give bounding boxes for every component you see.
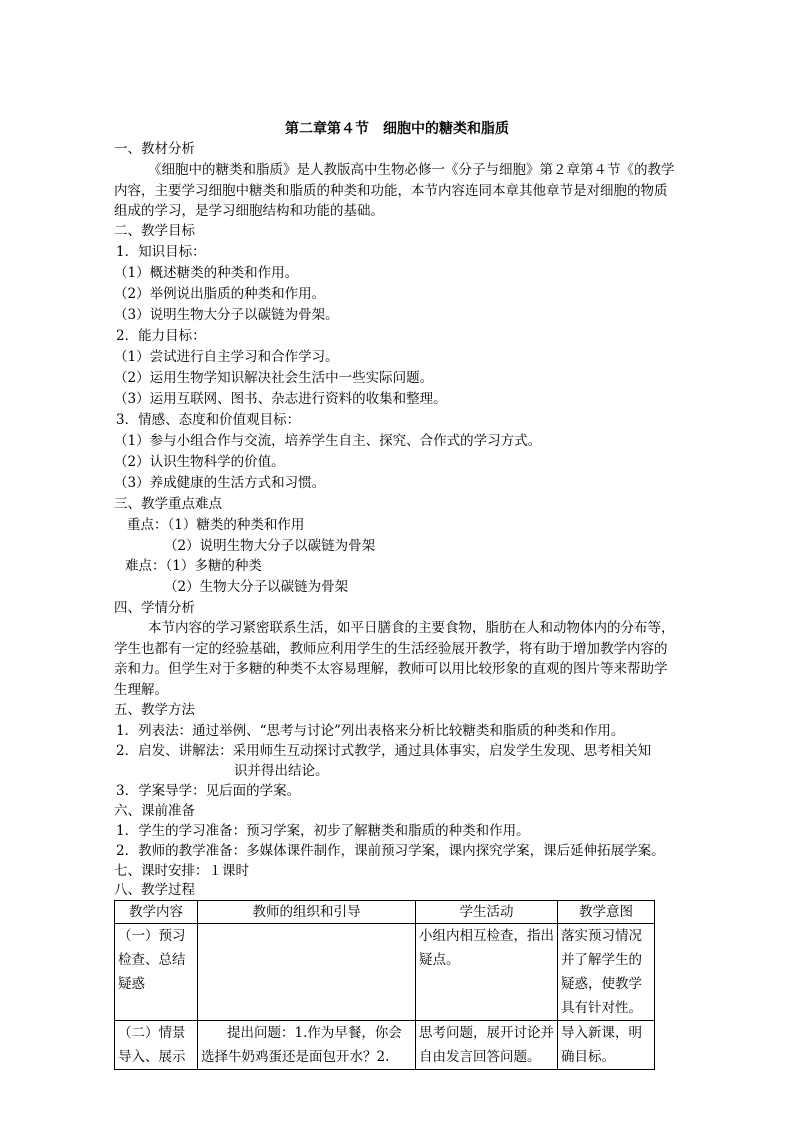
knowledge-goal-2: （2）举例说出脂质的种类和作用。	[114, 286, 326, 302]
knowledge-goals-heading: 1．知识目标：	[116, 244, 206, 260]
row1-student-activity: 小组内相互检查，指出疑点。	[416, 924, 558, 1021]
method-2-continued: 识并得出结论。	[234, 763, 329, 779]
emotion-goals-heading: 3．情感、态度和价值观目标：	[116, 412, 301, 428]
header-content: 教学内容	[115, 901, 198, 924]
section-heading-preparation: 六、课前准备	[114, 803, 195, 819]
header-teacher-guidance: 教师的组织和引导	[198, 901, 416, 924]
row2-student-activity: 思考问题，展开讨论并自由发言回答问题。	[416, 1021, 558, 1070]
difficulty-1: 难点：（1）多糖的种类	[125, 558, 262, 574]
learner-analysis-paragraph: 本节内容的学习紧密联系生活，如平日膳食的主要食物，脂肪在人和动物体内的分布等，学生也都有一定的经验基础，教师应利用学生的生活经验展开教学，将有助于增加教学内容的亲和力。但学生对于多糖的种类不太容易理解，教师可以用比较形象的直观的图片等来帮助学生理解。	[114, 620, 675, 698]
teaching-process-table	[114, 900, 655, 1070]
table-row	[115, 924, 655, 1021]
textbook-analysis-paragraph: 《细胞中的糖类和脂质》是人教版高中生物必修一《分子与细胞》第２章第４节《的教学内容，主要学习细胞中糖类和脂质的种类和功能，本节内容连同本章其他章节是对细胞的物质组成的学习，是学习细胞结构和功能的基础。	[114, 162, 675, 219]
table-header-row	[115, 901, 655, 924]
row2-teacher-guidance: 提出问题：1.作为早餐，你会选择牛奶鸡蛋还是面包开水？2.	[198, 1021, 416, 1070]
row1-teacher-guidance	[198, 924, 416, 1021]
emotion-goal-1: （1）参与小组合作与交流，培养学生自主、探究、合作式的学习方式。	[114, 433, 542, 449]
row1-teaching-intent: 落实预习情况并了解学生的疑惑，使教学具有针对性。	[558, 924, 655, 1021]
method-2: 2．启发、讲解法：采用师生互动探讨式教学，通过具体事实，启发学生发现、思考相关知	[116, 743, 652, 759]
key-point-2: （2）说明生物大分子以碳链为骨架	[164, 538, 376, 554]
class-hours: 七、课时安排：１课时	[114, 863, 249, 879]
difficulty-2: （2）生物大分子以碳链为骨架	[164, 579, 349, 595]
section-heading-teaching-goals: 二、教学目标	[114, 223, 195, 239]
header-student-activity: 学生活动	[416, 901, 558, 924]
row2-content: （二）情景导入、展示	[115, 1021, 198, 1070]
section-heading-teaching-process: 八、教学过程	[114, 882, 195, 898]
knowledge-goal-3: （3）说明生物大分子以碳链为骨架。	[114, 307, 339, 323]
row1-content: （一）预习检查、总结疑惑	[115, 924, 198, 1021]
section-heading-teaching-methods: 五、教学方法	[114, 702, 195, 718]
ability-goals-heading: 2．能力目标：	[116, 328, 206, 344]
header-teaching-intent: 教学意图	[558, 901, 655, 924]
method-3: 3．学案导学：见后面的学案。	[116, 783, 301, 799]
section-heading-learner-analysis: 四、学情分析	[114, 600, 195, 616]
student-preparation: 1．学生的学习准备：预习学案，初步了解糖类和脂质的种类和作用。	[116, 823, 530, 839]
method-1: 1．列表法：通过举例、“思考与讨论”列出表格来分析比较糖类和脂质的种类和作用。	[116, 723, 625, 739]
knowledge-goal-1: （1）概述糖类的种类和作用。	[114, 265, 299, 281]
teacher-preparation: 2．教师的教学准备：多媒体课件制作，课前预习学案，课内探究学案，课后延伸拓展学案。	[116, 843, 665, 859]
key-point-1: 重点：（1）糖类的种类和作用	[127, 517, 305, 533]
ability-goal-1: （1）尝试进行自主学习和合作学习。	[114, 349, 339, 365]
emotion-goal-3: （3）养成健康的生活方式和习惯。	[114, 475, 326, 491]
section-heading-key-points: 三、教学重点难点	[114, 496, 222, 512]
row2-teaching-intent: 导入新课，明确目标。	[558, 1021, 655, 1070]
document-title: 第二章第４节 细胞中的糖类和脂质	[285, 121, 509, 137]
table-row	[115, 1021, 655, 1070]
emotion-goal-2: （2）认识生物科学的价值。	[114, 454, 285, 470]
ability-goal-2: （2）运用生物学知识解决社会生活中一些实际问题。	[114, 370, 434, 386]
ability-goal-3: （3）运用互联网、图书、杂志进行资料的收集和整理。	[114, 391, 447, 407]
section-heading-textbook-analysis: 一、教材分析	[114, 141, 195, 157]
